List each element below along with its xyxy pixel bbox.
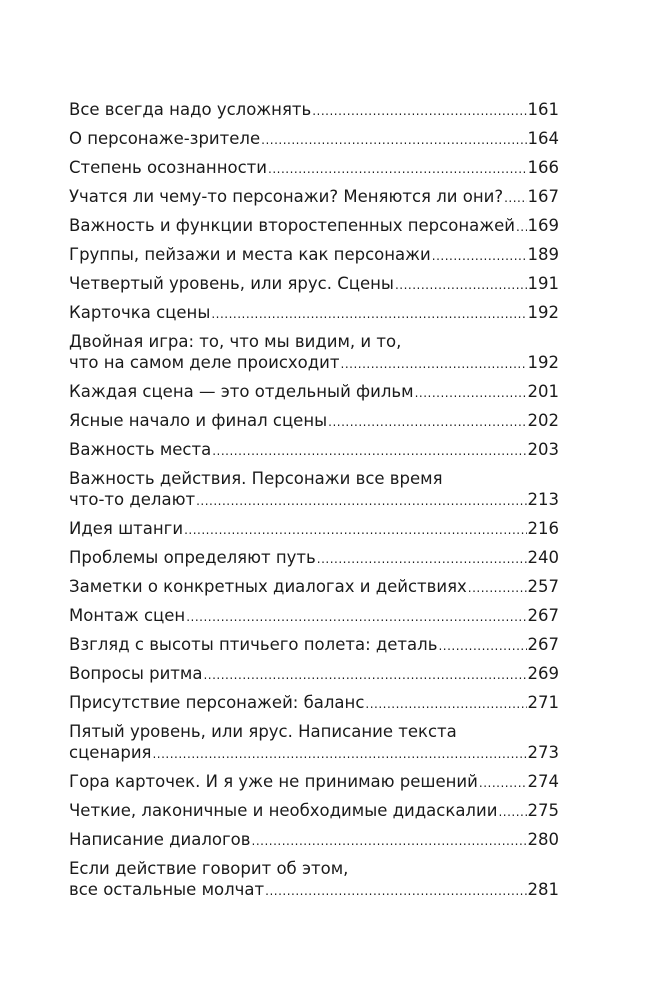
toc-entry-title: Степень осознанности bbox=[69, 158, 267, 177]
toc-entry-title: Важность места bbox=[69, 440, 212, 459]
toc-page-number: 269 bbox=[527, 664, 559, 683]
toc-page-number: 267 bbox=[527, 606, 559, 625]
toc-entry-title: Идея штанги bbox=[69, 519, 184, 538]
toc-leader bbox=[212, 441, 526, 462]
toc-entry-title: Каждая сцена — это отдельный фильм bbox=[69, 382, 414, 401]
toc-page-number: 192 bbox=[527, 353, 559, 372]
toc-entry[interactable] bbox=[69, 829, 559, 852]
toc-page-number: 191 bbox=[527, 274, 559, 293]
toc-leader bbox=[184, 520, 526, 541]
toc-leader bbox=[196, 491, 526, 512]
toc-leader bbox=[504, 188, 526, 209]
toc-entry[interactable] bbox=[69, 692, 559, 715]
toc-entry-title: Монтаж сцен bbox=[69, 606, 186, 625]
toc-leader bbox=[203, 665, 526, 686]
toc-leader bbox=[152, 744, 526, 765]
toc-entry-title: Карточка сцены bbox=[69, 303, 211, 322]
toc-page-number: 257 bbox=[527, 577, 559, 596]
toc-page-number: 216 bbox=[527, 519, 559, 538]
toc-entry-title: что-то делают bbox=[69, 490, 196, 509]
toc-page-number: 213 bbox=[527, 490, 559, 509]
toc-entry[interactable] bbox=[69, 547, 559, 570]
toc-page-number: 166 bbox=[527, 158, 559, 177]
toc-leader bbox=[186, 607, 526, 628]
toc-entry[interactable] bbox=[69, 771, 559, 794]
toc-entry[interactable] bbox=[69, 331, 559, 375]
toc-entry[interactable] bbox=[69, 576, 559, 599]
toc-entry-title: Четкие, лаконичные и необходимые дидаскалии bbox=[69, 801, 498, 820]
toc-entry-title: Вопросы ритма bbox=[69, 664, 203, 683]
toc-leader bbox=[341, 354, 527, 375]
toc-page-number: 167 bbox=[527, 187, 559, 206]
toc-page-number: 281 bbox=[527, 880, 559, 899]
toc-entry-title: Группы, пейзажи и места как персонажи bbox=[69, 245, 431, 264]
toc-entry-title: Гора карточек. И я уже не принимаю решений bbox=[69, 772, 478, 791]
toc-leader bbox=[312, 101, 526, 122]
toc-entry[interactable] bbox=[69, 468, 559, 512]
toc-entry[interactable] bbox=[69, 439, 559, 462]
toc-leader bbox=[265, 881, 526, 902]
toc-page-number: 192 bbox=[527, 303, 559, 322]
toc-page-number: 201 bbox=[527, 382, 559, 401]
toc-entry[interactable] bbox=[69, 302, 559, 325]
toc-leader bbox=[268, 159, 527, 180]
toc-leader bbox=[365, 694, 526, 715]
toc-entry-title: сценария bbox=[69, 743, 152, 762]
toc-entry-title: О персонаже-зрителе bbox=[69, 129, 261, 148]
toc-leader bbox=[328, 412, 526, 433]
toc-entry-title-line: Двойная игра: то, что мы видим, и то, bbox=[69, 332, 402, 351]
toc-entry[interactable] bbox=[69, 410, 559, 433]
toc-entry[interactable] bbox=[69, 634, 559, 657]
toc-entry-title: Проблемы определяют путь bbox=[69, 548, 316, 567]
toc-entry-title: Присутствие персонажей: баланс bbox=[69, 693, 365, 712]
toc-page-number: 169 bbox=[527, 216, 559, 235]
toc-entry-title-line: Важность действия. Персонажи все время bbox=[69, 469, 443, 488]
toc-entry-title: все остальные молчат bbox=[69, 880, 265, 899]
toc-page-number: 161 bbox=[527, 100, 559, 119]
toc-leader bbox=[261, 130, 526, 151]
toc-entry-title: Все всегда надо усложнять bbox=[69, 100, 312, 119]
toc-leader bbox=[395, 275, 527, 296]
toc-entry-title-line: Если действие говорит об этом, bbox=[69, 859, 349, 878]
toc-entry[interactable] bbox=[69, 128, 559, 151]
toc-leader bbox=[252, 831, 527, 852]
toc-leader bbox=[479, 773, 527, 794]
toc-entry[interactable] bbox=[69, 381, 559, 404]
toc-leader bbox=[438, 636, 526, 657]
toc-entry-title: Учатся ли чему-то персонажи? Меняются ли они? bbox=[69, 187, 504, 206]
toc-page-number: 275 bbox=[527, 801, 559, 820]
toc-entry-title-line: Пятый уровень, или ярус. Написание текста bbox=[69, 722, 457, 741]
toc-entry-title: что на самом деле происходит bbox=[69, 353, 340, 372]
toc-page-number: 164 bbox=[527, 129, 559, 148]
toc-page-number: 202 bbox=[527, 411, 559, 430]
toc-entry[interactable] bbox=[69, 244, 559, 267]
toc-entry[interactable] bbox=[69, 273, 559, 296]
toc-entry[interactable] bbox=[69, 858, 559, 902]
toc-leader bbox=[432, 246, 527, 267]
toc-entry[interactable] bbox=[69, 605, 559, 628]
toc-entry-title: Написание диалогов bbox=[69, 830, 251, 849]
toc-leader bbox=[498, 802, 526, 823]
toc-page-number: 271 bbox=[527, 693, 559, 712]
toc-entry-title: Ясные начало и финал сцены bbox=[69, 411, 328, 430]
toc-entry-title: Заметки о конкретных диалогах и действиях bbox=[69, 577, 467, 596]
toc-leader bbox=[211, 304, 526, 325]
toc-page-number: 273 bbox=[527, 743, 559, 762]
toc-entry[interactable] bbox=[69, 157, 559, 180]
toc-entry[interactable] bbox=[69, 518, 559, 541]
toc-leader bbox=[415, 383, 527, 404]
toc-leader bbox=[516, 217, 527, 238]
toc-page-number: 274 bbox=[527, 772, 559, 791]
toc-entry-title: Важность и функции второстепенных персонажей bbox=[69, 216, 515, 235]
toc-page-number: 267 bbox=[527, 635, 559, 654]
toc-entry[interactable] bbox=[69, 99, 559, 122]
toc-entry[interactable] bbox=[69, 215, 559, 238]
toc-leader bbox=[468, 578, 527, 599]
toc-entry[interactable] bbox=[69, 721, 559, 765]
toc-page-number: 240 bbox=[527, 548, 559, 567]
toc-entry[interactable] bbox=[69, 186, 559, 209]
toc-page-number: 280 bbox=[527, 830, 559, 849]
toc-entry[interactable] bbox=[69, 663, 559, 686]
toc-entry[interactable] bbox=[69, 800, 559, 823]
toc-entry-title: Взгляд с высоты птичьего полета: деталь bbox=[69, 635, 438, 654]
toc-entry-title: Четвертый уровень, или ярус. Сцены bbox=[69, 274, 394, 293]
toc-leader bbox=[317, 549, 527, 570]
table-of-contents bbox=[69, 99, 559, 908]
toc-page-number: 203 bbox=[527, 440, 559, 459]
toc-page-number: 189 bbox=[527, 245, 559, 264]
